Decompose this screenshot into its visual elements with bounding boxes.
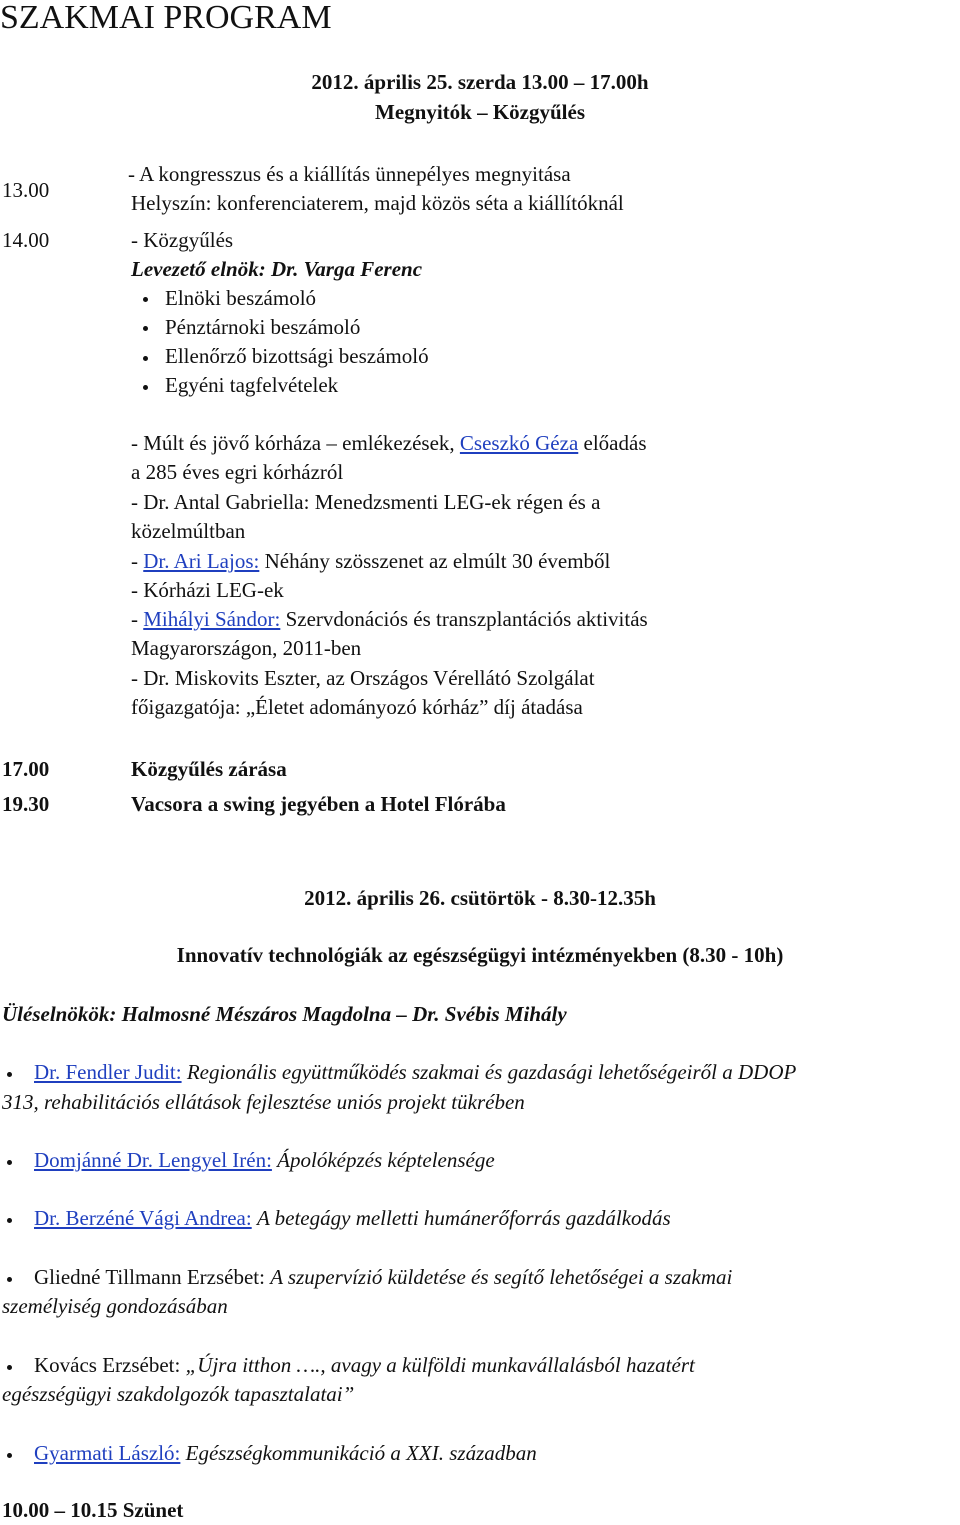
talk-5 xyxy=(131,605,648,634)
speaker-name: Gliedné Tillmann Erzsébet: xyxy=(34,1265,265,1289)
talk-4: - Kórházi LEG-ek xyxy=(131,578,284,602)
bullet-dot xyxy=(7,1365,12,1370)
talk-3 xyxy=(131,547,610,576)
talk-3-suffix: Néhány szösszenet az elmúlt 30 évemből xyxy=(264,549,611,573)
agenda-item xyxy=(34,1263,732,1292)
talk-title-cont: 313, rehabilitációs ellátások fejlesztése uniós projekt tükrében xyxy=(2,1090,525,1114)
agenda-item xyxy=(34,1146,495,1175)
speaker-link-cseszko[interactable]: Cseszkó Géza xyxy=(459,431,579,455)
talk-1-suffix: előadás xyxy=(583,431,647,455)
dinner-line: Vacsora a swing jegyében a Hotel Flórába xyxy=(131,792,506,816)
session-chairs: Üléselnökök: Halmosné Mészáros Magdolna – Dr. Svébis Mihály xyxy=(2,1002,567,1026)
speaker-link-ari[interactable]: Dr. Ari Lajos: xyxy=(143,549,260,573)
assembly-close: Közgyűlés zárása xyxy=(131,757,287,781)
speaker-link-berzene[interactable]: Dr. Berzéné Vági Andrea: xyxy=(34,1206,252,1230)
time-14-00: 14.00 xyxy=(2,228,50,252)
page-title: SZAKMAI PROGRAM xyxy=(0,0,332,36)
talk-title: A betegágy melletti humánerőforrás gazdálkodás xyxy=(256,1206,671,1230)
day2-session-title: Innovatív technológiák az egészségügyi intézményekben (8.30 - 10h) xyxy=(176,943,784,967)
speaker-link-domjanne[interactable]: Domjánné Dr. Lengyel Irén: xyxy=(34,1148,272,1172)
agenda-item xyxy=(34,1439,537,1468)
talk-title: Ápolóképzés képtelensége xyxy=(277,1148,495,1172)
chair-line: Levezető elnök: Dr. Varga Ferenc xyxy=(131,257,423,281)
bullet-item: Pénztárnoki beszámoló xyxy=(165,315,361,339)
bullet-dot xyxy=(143,385,148,390)
opening-line: - A kongresszus és a kiállítás ünnepélyes megnyitása xyxy=(128,162,571,186)
talk-title: A szupervízió küldetése és segítő lehetőségei a szakmai xyxy=(270,1265,733,1289)
venue-line: Helyszín: konferenciaterem, majd közös séta a kiállítóknál xyxy=(131,191,624,215)
agenda-item xyxy=(34,1204,671,1233)
bullet-dot xyxy=(143,297,148,302)
break-time: 10.00 – 10.15 xyxy=(2,1498,118,1522)
talk-5-line2: Magyarországon, 2011-ben xyxy=(131,636,362,660)
talk-title: „Újra itthon …., avagy a külföldi munkavállalásból hazatért xyxy=(185,1353,695,1377)
talk-title: Egészségkommunikáció a XXI. században xyxy=(185,1441,537,1465)
bullet-dot xyxy=(143,326,148,331)
break-label: Szünet xyxy=(122,1498,184,1522)
talk-6-line2: főigazgatója: „Életet adományozó kórház” díj átadása xyxy=(131,695,583,719)
talk-3-prefix: - xyxy=(131,549,138,573)
talk-1-prefix: - Múlt és jövő kórháza – emlékezések, xyxy=(131,431,455,455)
agenda-item xyxy=(34,1351,695,1380)
talk-5-prefix: - xyxy=(131,607,138,631)
bullet-dot xyxy=(7,1218,12,1223)
general-assembly-line: - Közgyűlés xyxy=(131,228,234,252)
talk-title-cont: egészségügyi szakdolgozók tapasztalatai” xyxy=(2,1382,355,1406)
bullet-dot xyxy=(7,1160,12,1165)
time-19-30: 19.30 xyxy=(2,792,50,816)
bullet-dot xyxy=(143,356,148,361)
talk-2: - Dr. Antal Gabriella: Menedzsmenti LEG-ek régen és a xyxy=(131,490,601,514)
bullet-dot xyxy=(7,1277,12,1282)
time-13-00: 13.00 xyxy=(2,178,50,202)
agenda-item xyxy=(34,1058,796,1087)
talk-title: Regionális együttműködés szakmai és gazdasági lehetőségeiről a DDOP xyxy=(186,1060,797,1084)
day1-date-header: 2012. április 25. szerda 13.00 – 17.00h xyxy=(311,70,649,94)
talk-2-line2: közelmúltban xyxy=(131,519,246,543)
time-17-00: 17.00 xyxy=(2,757,50,781)
talk-5-suffix: Szervdonációs és transzplantációs aktivitás xyxy=(285,607,648,631)
talk-title-cont: személyiség gondozásában xyxy=(2,1294,228,1318)
speaker-link-fendler[interactable]: Dr. Fendler Judit: xyxy=(34,1060,182,1084)
day2-date-header: 2012. április 26. csütörtök - 8.30-12.35h xyxy=(304,886,656,910)
bullet-dot xyxy=(7,1072,12,1077)
speaker-link-gyarmati[interactable]: Gyarmati László: xyxy=(34,1441,181,1465)
bullet-dot xyxy=(7,1453,12,1458)
bullet-item: Elnöki beszámoló xyxy=(165,286,317,310)
talk-1 xyxy=(131,429,647,458)
bullet-item: Egyéni tagfelvételek xyxy=(165,373,339,397)
speaker-link-mihalyi[interactable]: Mihályi Sándor: xyxy=(143,607,281,631)
talk-1-line2: a 285 éves egri kórházról xyxy=(131,460,344,484)
talk-6: - Dr. Miskovits Eszter, az Országos Vérellátó Szolgálat xyxy=(131,666,595,690)
bullet-item: Ellenőrző bizottsági beszámoló xyxy=(165,344,429,368)
day1-session-title: Megnyitók – Közgyűlés xyxy=(375,100,585,124)
speaker-name: Kovács Erzsébet: xyxy=(34,1353,181,1377)
